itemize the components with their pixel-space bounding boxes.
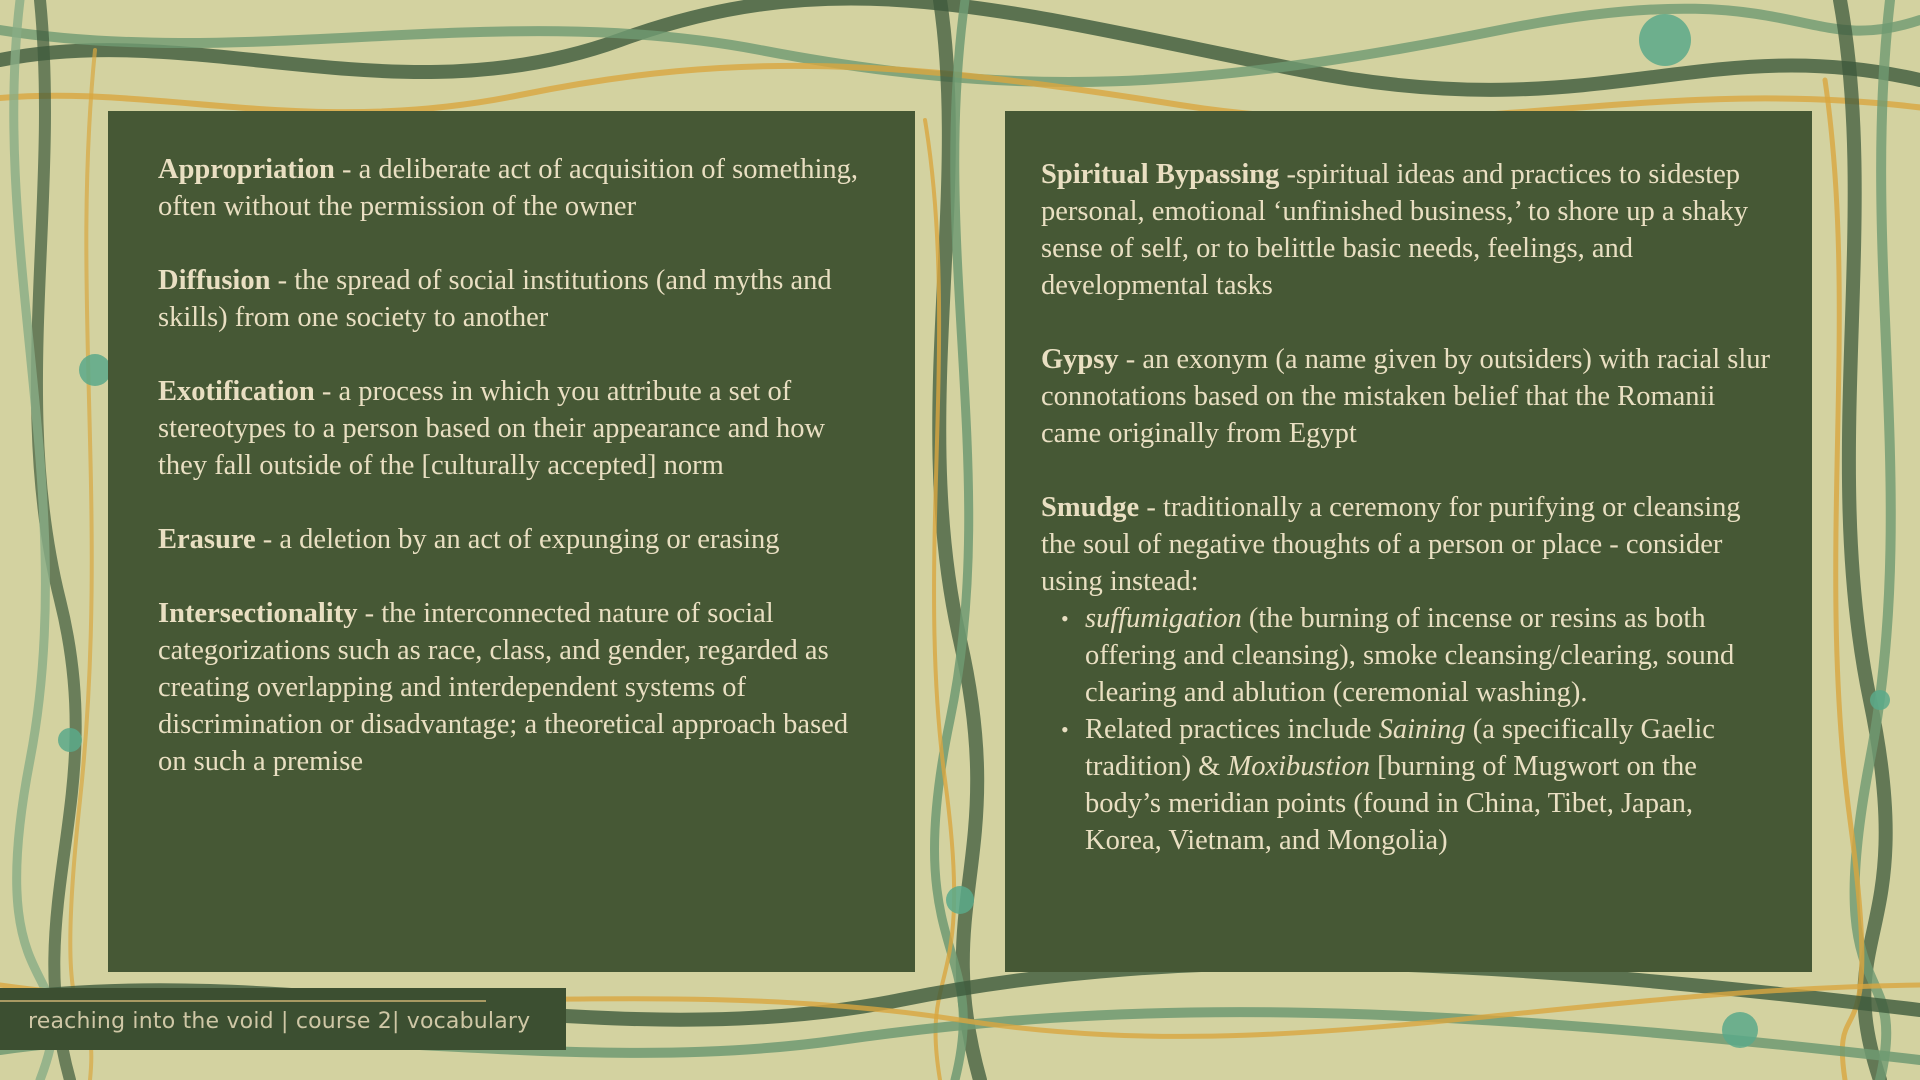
term-erasure: Erasure - a deletion by an act of expunging or erasing xyxy=(158,524,780,555)
list-item xyxy=(1085,711,1772,859)
term-name: Erasure xyxy=(158,524,256,555)
term-definition: the interconnected nature of social categorizations such as race, class, and gender, regarded as creating overlapping and interdependent systems of discrimination or disadvantage; a theoretical approach based on such a premise xyxy=(158,598,849,777)
emphasis-saining: Saining xyxy=(1378,714,1466,745)
term-appropriation: Appropriation - a deliberate act of acquisition of something, often without the permission of the owner xyxy=(158,154,858,222)
smudge-intro: Smudge - traditionally a ceremony for purifying or cleansing the soul of negative thoughts of a person or place - consider using instead: xyxy=(1041,492,1741,597)
term-definition: an exonym (a name given by outsiders) with racial slur connotations based on the mistaken belief that the Romanii came originally from Egypt xyxy=(1041,344,1770,449)
list-item-text: Related practices include xyxy=(1085,714,1379,745)
emphasis-suffumigation: suffumigation xyxy=(1085,603,1242,634)
term-name: Diffusion xyxy=(158,265,271,296)
term-gypsy: Gypsy - an exonym (a name given by outsiders) with racial slur connotations based on the mistaken belief that the Romanii came originally from Egypt xyxy=(1041,344,1770,449)
term-name: Gypsy xyxy=(1041,344,1119,375)
term-spiritual-bypassing: Spiritual Bypassing -spiritual ideas and practices to sidestep personal, emotional ‘unfinished business,’ to shore up a shaky sense of self, or to belittle basic needs, feelings, and developmental tasks xyxy=(1041,159,1749,301)
term-definition: spiritual ideas and practices to sidestep personal, emotional ‘unfinished business,’ to shore up a shaky sense of self, or to belittle basic needs, feelings, and developmental tasks xyxy=(1041,159,1749,301)
term-definition: a deletion by an act of expunging or erasing xyxy=(279,524,780,555)
term-definition: a deliberate act of acquisition of something, often without the permission of the owner xyxy=(158,154,858,222)
term-diffusion: Diffusion - the spread of social institutions (and myths and skills) from one society to another xyxy=(158,265,832,333)
list-item-text: (the burning of incense or resins as both offering and cleansing), smoke cleansing/clearing, sound clearing and ablution (ceremonial washing). xyxy=(1085,603,1735,708)
emphasis-moxibustion: Moxibustion xyxy=(1227,751,1370,782)
term-definition: the spread of social institutions (and myths and skills) from one society to another xyxy=(158,265,832,333)
term-name: Appropriation xyxy=(158,154,335,185)
list-item-text: (a specifically Gaelic tradition) & xyxy=(1085,714,1715,782)
term-name: Exotification xyxy=(158,376,315,407)
term-definition: traditionally a ceremony for purifying or cleansing the soul of negative thoughts of a person or place - consider using instead: xyxy=(1041,492,1741,597)
term-exotification: Exotification - a process in which you attribute a set of stereotypes to a person based on their appearance and how they fall outside of the [culturally accepted] norm xyxy=(158,376,826,481)
footer-divider xyxy=(0,1000,486,1002)
term-smudge xyxy=(1041,489,1772,859)
footer-banner xyxy=(0,988,566,1050)
footer-caption: reaching into the void | course 2| vocabulary xyxy=(28,1009,531,1034)
term-intersectionality: Intersectionality - the interconnected nature of social categorizations such as race, class, and gender, regarded as creating overlapping and interdependent systems of discrimination or disadvantage; a theoretical approach based on such a premise xyxy=(158,598,849,777)
left-vocabulary-panel xyxy=(108,111,915,972)
term-name: Smudge xyxy=(1041,492,1140,523)
term-name: Intersectionality xyxy=(158,598,358,629)
right-vocabulary-panel xyxy=(1005,111,1812,972)
smudge-alternatives-list xyxy=(1041,600,1772,859)
list-item-text: [burning of Mugwort on the body’s meridian points (found in China, Tibet, Japan, Korea, Vietnam, and Mongolia) xyxy=(1085,751,1697,856)
term-definition: a process in which you attribute a set of stereotypes to a person based on their appearance and how they fall outside of the [culturally accepted] norm xyxy=(158,376,826,481)
list-item xyxy=(1085,600,1772,711)
term-name: Spiritual Bypassing xyxy=(1041,159,1280,190)
